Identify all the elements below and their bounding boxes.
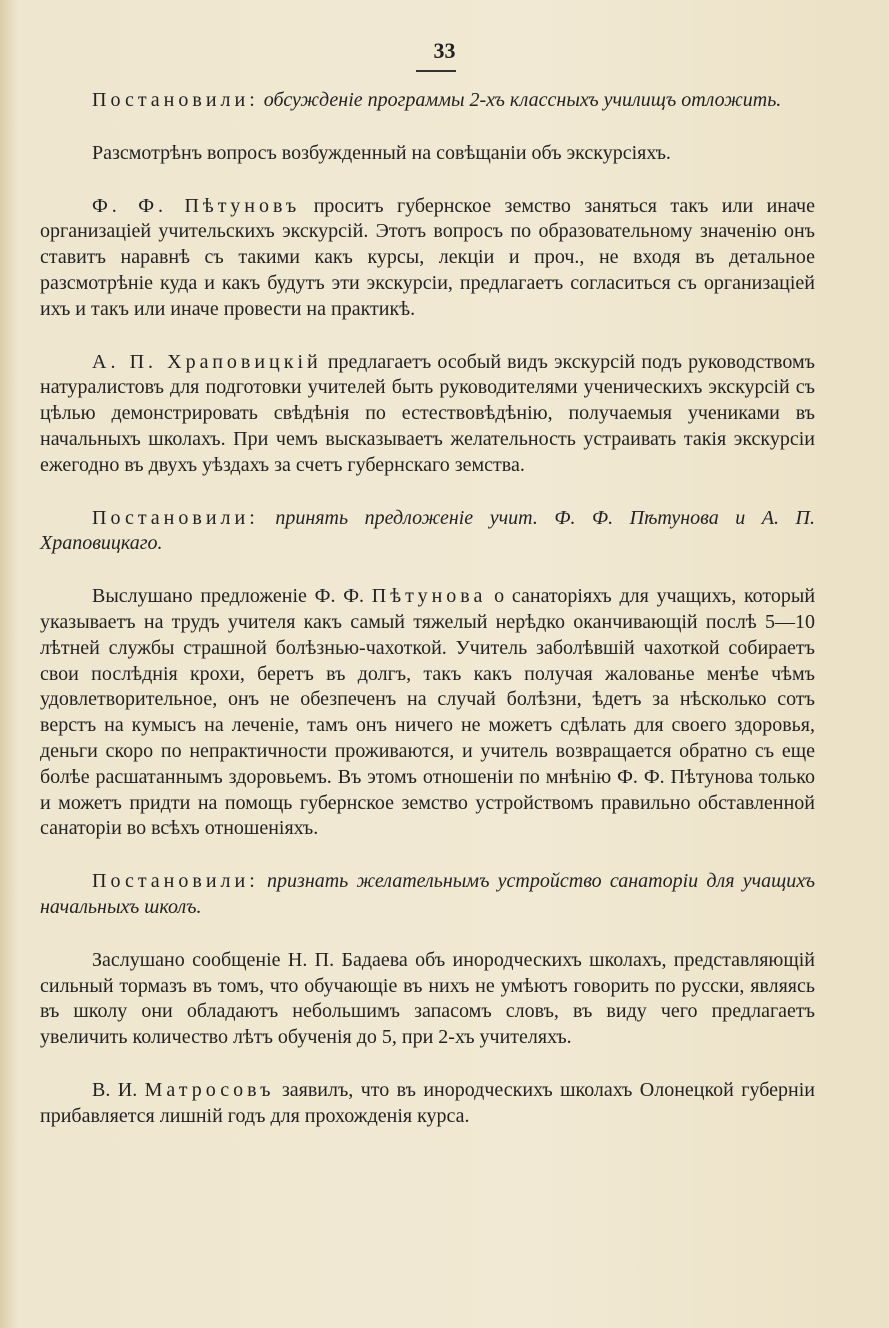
speaker-name: Пѣтунова	[371, 585, 487, 608]
paragraph-text-lead: В. И.	[92, 1078, 138, 1101]
paragraph-khrapovitsky	[40, 350, 815, 479]
speaker-name: А. П. Храповицкій	[92, 350, 322, 373]
paragraph-text: о санаторіяхъ для учащихъ, который указываетъ на трудъ учителя какъ самый тяжелый нерѣдко оканчивающій послѣ 5—10 лѣтней службы страшной болѣзнью-чахоткой. Учитель заболѣвшій чахоткой собираетъ свои послѣднія крохи, беретъ въ долгъ, такъ какъ получая жалованье менѣе чѣмъ удовлетворительное, онъ не обезпеченъ на случай болѣзни, ѣдетъ за нѣсколько сотъ верстъ на кумысъ на леченіе, тамъ онъ ничего не можетъ сдѣлать для своего здоровья, деньги скоро по непрактичности проживаются, и учитель возвращается обратно съ еще болѣе расшатаннымъ здоровьемъ. Въ этомъ отношеніи по мнѣнію Ф. Ф. Пѣтунова только и можетъ придти на помощь губернское земство устройствомъ правильно обставленной санаторіи во всѣхъ отношеніяхъ.	[40, 585, 816, 840]
paragraph-text: проситъ губернское земство заняться такъ или иначе организаціей учительскихъ экскурсій. Этотъ вопросъ по образовательному значенію онъ ставитъ наравнѣ съ такими какъ курсы, лекціи и проч., не входя въ детальное разсмотрѣніе куда и какъ будутъ эти экскурсіи, предлагаетъ согласиться съ организаціей ихъ и такъ или иначе провести на практикѣ.	[40, 194, 815, 320]
paragraph-sanatorium	[40, 584, 815, 842]
decision-label: Постановили:	[92, 870, 259, 893]
page-number-rule	[416, 70, 456, 72]
speaker-name: Матросовъ	[144, 1078, 275, 1101]
paragraph-petunov	[40, 194, 815, 323]
paragraph-text: заявилъ, что въ инородческихъ школахъ Олонецкой губерніи прибавляется лишній годъ для прохожденія курса.	[40, 1078, 815, 1127]
decision-3	[40, 869, 815, 921]
speaker-name: Ф. Ф. Пѣтуновъ	[92, 194, 301, 217]
decision-label: Постановили:	[92, 89, 259, 111]
paragraph-badaev: Заслушано сообщеніе Н. П. Бадаева объ инородческихъ школахъ, представляющій сильный тормазъ въ томъ, что обучающіе въ нихъ не умѣютъ говорить по русски, являясь въ школу они обладаютъ небольшимъ запасомъ словъ, въ виду чего предлагаетъ увеличить количество лѣтъ обученія до 5, при 2-хъ учителяхъ.	[40, 948, 815, 1049]
decision-text: обсужденіе программы 2-хъ классныхъ училищъ отложить.	[263, 89, 782, 111]
document-body	[40, 88, 815, 1130]
paragraph-matrosov	[40, 1078, 815, 1130]
paragraph-excursions-intro: Разсмотрѣнъ вопросъ возбужденный на совѣщаніи объ экскурсіяхъ.	[92, 141, 671, 164]
paragraph-text-lead: Выслушано предложеніе Ф. Ф.	[92, 585, 365, 608]
decision-label: Постановили:	[92, 506, 259, 529]
decision-1	[40, 88, 815, 114]
page-number: 33	[433, 38, 456, 63]
decision-text: признать желательнымъ устройство санаторіи для учащихъ начальныхъ школъ.	[40, 870, 815, 918]
decision-text: принять предложеніе учит. Ф. Ф. Пѣтунова и А. П. Храповицкаго.	[40, 506, 815, 555]
decision-2	[40, 506, 815, 558]
paragraph-text: предлагаетъ особый видъ экскурсій подъ руководствомъ натуралистовъ для подготовки учителей быть руководителями ученическихъ экскурсій съ цѣлью демонстрировать свѣдѣнія по естествовѣдѣнію, получаемыя учениками въ начальныхъ школахъ. При чемъ высказываетъ желательность устраивать такія экскурсіи ежегодно въ двухъ уѣздахъ за счетъ губернскаго земства.	[40, 350, 815, 476]
